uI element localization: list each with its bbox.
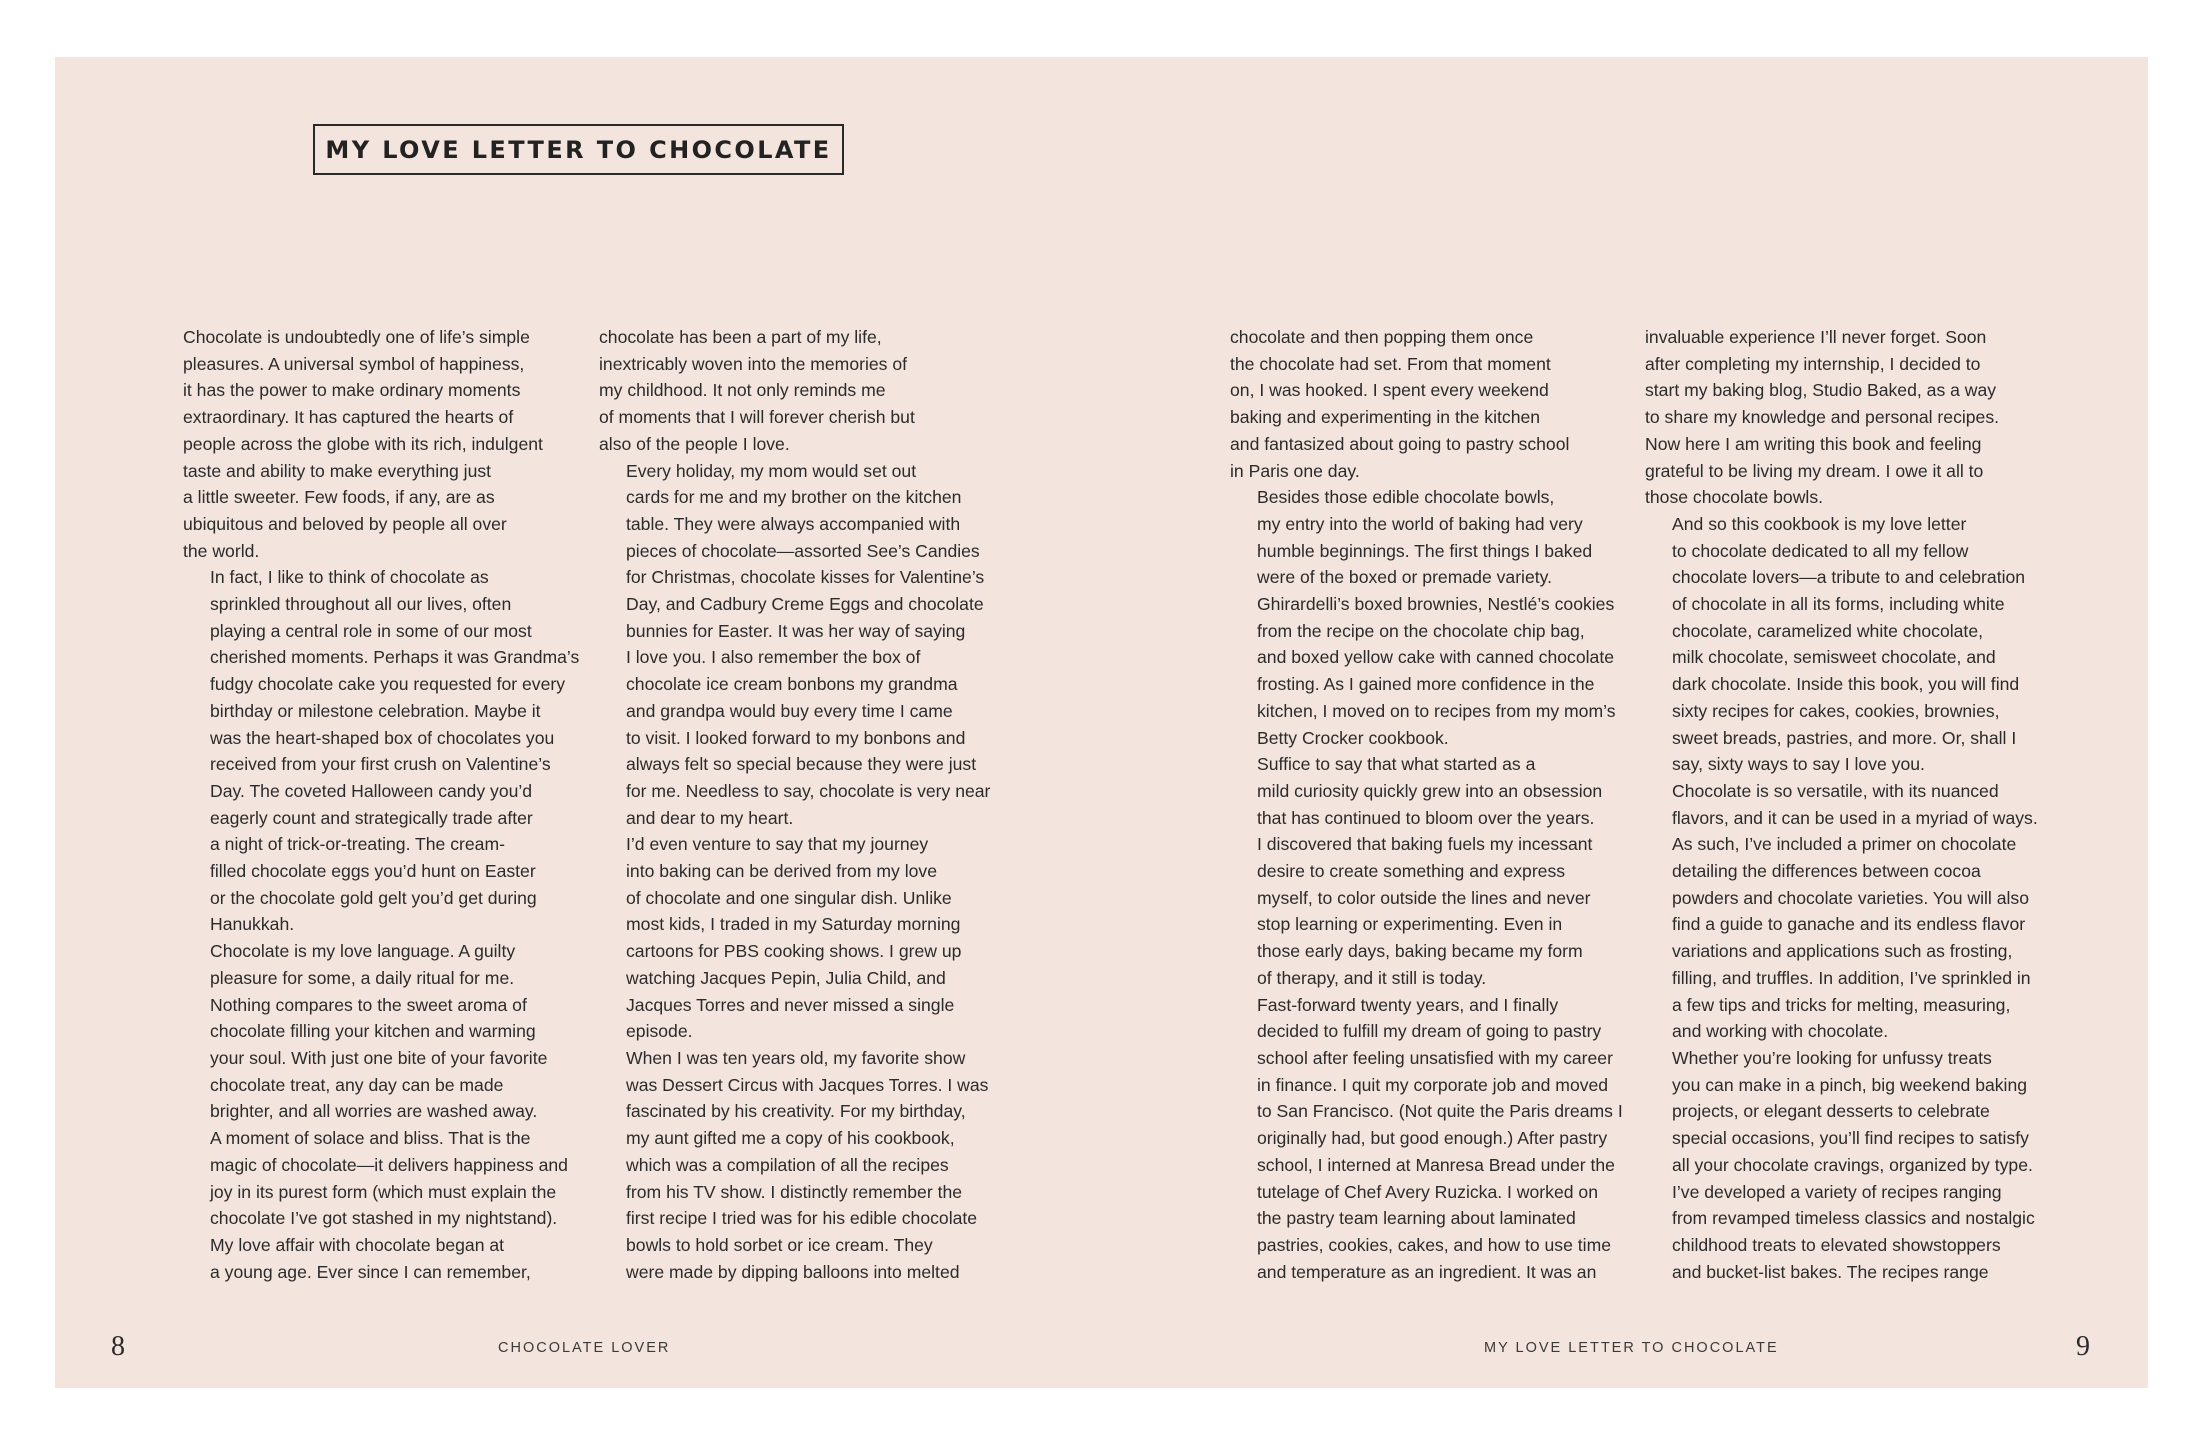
- text-line: Whether you’re looking for unfussy treats: [1672, 1047, 1992, 1068]
- text-line: say, sixty ways to say I love you.: [1672, 754, 1925, 775]
- text-line: I love you. I also remember the box of: [626, 647, 921, 668]
- text-line: received from your first crush on Valentine’s: [210, 754, 551, 775]
- text-line: all your chocolate cravings, organized by type.: [1672, 1154, 2033, 1175]
- paragraph: [599, 831, 1019, 1045]
- text-line: most kids, I traded in my Saturday morning: [626, 914, 961, 935]
- text-line: and grandpa would buy every time I came: [626, 700, 953, 721]
- text-line: Betty Crocker cookbook.: [1257, 727, 1449, 748]
- text-line: originally had, but good enough.) After pastry: [1257, 1128, 1608, 1149]
- text-line: Fast-forward twenty years, and I finally: [1257, 994, 1559, 1015]
- text-line: a little sweeter. Few foods, if any, are as: [183, 487, 495, 508]
- text-line: pastries, cookies, cakes, and how to use time: [1257, 1234, 1612, 1255]
- text-line: on, I was hooked. I spent every weekend: [1230, 380, 1549, 401]
- text-line: Hanukkah.: [210, 914, 295, 935]
- text-line: or the chocolate gold gelt you’d get during: [210, 887, 537, 908]
- text-line: chocolate filling your kitchen and warming: [210, 1021, 536, 1042]
- text-line: and boxed yellow cake with canned chocolate: [1257, 647, 1614, 668]
- text-line: bunnies for Easter. It was her way of saying: [626, 620, 966, 641]
- text-line: first recipe I tried was for his edible chocolate: [626, 1208, 978, 1229]
- text-line: sweet breads, pastries, and more. Or, shall I: [1672, 727, 2017, 748]
- paragraph: [1645, 511, 2065, 778]
- text-line: special occasions, you’ll find recipes to satisfy: [1672, 1128, 2029, 1149]
- text-line: pleasure for some, a daily ritual for me.: [210, 967, 515, 988]
- text-line: I’d even venture to say that my journey: [626, 834, 929, 855]
- text-line: detailing the differences between cocoa: [1672, 861, 1981, 882]
- text-line: In fact, I like to think of chocolate as: [210, 567, 489, 588]
- text-line: humble beginnings. The first things I baked: [1257, 540, 1593, 561]
- text-line: decided to fulfill my dream of going to pastry: [1257, 1021, 1602, 1042]
- text-line: school, I interned at Manresa Bread under the: [1257, 1154, 1615, 1175]
- text-line: grateful to be living my dream. I owe it all to: [1645, 460, 1984, 481]
- text-line: kitchen, I moved on to recipes from my mom’s: [1257, 700, 1616, 721]
- text-line: to chocolate dedicated to all my fellow: [1672, 540, 1969, 561]
- text-line: it has the power to make ordinary moments: [183, 380, 521, 401]
- text-line: pleasures. A universal symbol of happiness,: [183, 353, 525, 374]
- chapter-title: MY LOVE LETTER TO CHOCOLATE: [325, 135, 832, 164]
- text-line: Suffice to say that what started as a: [1257, 754, 1536, 775]
- text-line: also of the people I love.: [599, 433, 790, 454]
- text-line: tutelage of Chef Avery Ruzicka. I worked on: [1257, 1181, 1598, 1202]
- text-line: filling, and truffles. In addition, I’ve sprinkled in: [1672, 967, 2031, 988]
- text-line: from the recipe on the chocolate chip bag,: [1257, 620, 1585, 641]
- text-line: and fantasized about going to pastry school: [1230, 433, 1570, 454]
- text-line: and working with chocolate.: [1672, 1021, 1889, 1042]
- left-page-number: 8: [111, 1331, 125, 1362]
- text-line: Every holiday, my mom would set out: [626, 460, 917, 481]
- text-line: after completing my internship, I decided to: [1645, 353, 1981, 374]
- paragraph: [599, 458, 1019, 832]
- text-line: birthday or milestone celebration. Maybe it: [210, 700, 541, 721]
- text-line: for me. Needless to say, chocolate is very near: [626, 780, 991, 801]
- text-line: chocolate I’ve got stashed in my nightstand).: [210, 1208, 558, 1229]
- text-line: milk chocolate, semisweet chocolate, and: [1672, 647, 1996, 668]
- text-line: fascinated by his creativity. For my birthday,: [626, 1101, 966, 1122]
- text-line: of chocolate in all its forms, including white: [1672, 594, 2005, 615]
- paragraph: [599, 1045, 1019, 1285]
- text-line: my childhood. It not only reminds me: [599, 380, 886, 401]
- text-line: flavors, and it can be used in a myriad of ways.: [1672, 807, 2038, 828]
- text-line: brighter, and all worries are washed away.: [210, 1101, 538, 1122]
- text-line: A moment of solace and bliss. That is the: [210, 1128, 531, 1149]
- text-line: cherished moments. Perhaps it was Grandma’s: [210, 647, 580, 668]
- text-line: school after feeling unsatisfied with my career: [1257, 1047, 1613, 1068]
- text-line: start my baking blog, Studio Baked, as a way: [1645, 380, 1997, 401]
- text-line: were of the boxed or premade variety.: [1257, 567, 1553, 588]
- text-line: which was a compilation of all the recipes: [626, 1154, 949, 1175]
- text-line: extraordinary. It has captured the hearts of: [183, 407, 514, 428]
- text-line: the pastry team learning about laminated: [1257, 1208, 1576, 1229]
- text-line: Besides those edible chocolate bowls,: [1257, 487, 1555, 508]
- text-line: a night of trick-or-treating. The cream-: [210, 834, 505, 855]
- text-line: invaluable experience I’ll never forget. Soon: [1645, 327, 1987, 347]
- text-line: sixty recipes for cakes, cookies, brownies,: [1672, 700, 2000, 721]
- paragraph: [1645, 1045, 2065, 1285]
- right-running-head: MY LOVE LETTER TO CHOCOLATE: [1484, 1340, 1779, 1356]
- text-line: filled chocolate eggs you’d hunt on Easter: [210, 861, 536, 882]
- text-line: Day, and Cadbury Creme Eggs and chocolate: [626, 594, 984, 615]
- text-line: chocolate lovers—a tribute to and celebration: [1672, 567, 2026, 588]
- right-page-number: 9: [2076, 1331, 2090, 1362]
- text-line: playing a central role in some of our most: [210, 620, 532, 641]
- text-line: childhood treats to elevated showstoppers: [1672, 1234, 2001, 1255]
- text-line: Jacques Torres and never missed a single: [626, 994, 955, 1015]
- text-line: bowls to hold sorbet or ice cream. They: [626, 1234, 933, 1255]
- text-line: a few tips and tricks for melting, measuring,: [1672, 994, 2011, 1015]
- paragraph: [599, 324, 1019, 458]
- text-line: the chocolate had set. From that moment: [1230, 353, 1551, 374]
- text-line: taste and ability to make everything just: [183, 460, 492, 481]
- text-line: ubiquitous and beloved by people all over: [183, 513, 507, 534]
- text-line: that has continued to bloom over the years.: [1257, 807, 1595, 828]
- text-column-2: [599, 324, 1019, 1285]
- text-line: watching Jacques Pepin, Julia Child, and: [626, 967, 946, 988]
- text-column-1: [183, 324, 603, 1285]
- paragraph: [1645, 324, 2065, 511]
- paragraph: [1230, 751, 1650, 991]
- text-line: into baking can be derived from my love: [626, 861, 937, 882]
- text-line: and temperature as an ingredient. It was an: [1257, 1261, 1597, 1282]
- text-line: chocolate treat, any day can be made: [210, 1074, 504, 1095]
- text-line: from revamped timeless classics and nostalgic: [1672, 1208, 2035, 1229]
- text-line: you can make in a pinch, big weekend baking: [1672, 1074, 2028, 1095]
- left-running-head: CHOCOLATE LOVER: [498, 1340, 671, 1356]
- paragraph: [183, 1232, 603, 1285]
- text-line: variations and applications such as frosting,: [1672, 941, 2013, 962]
- text-line: powders and chocolate varieties. You will also: [1672, 887, 2029, 908]
- text-line: were made by dipping balloons into melted: [626, 1261, 960, 1282]
- text-line: in Paris one day.: [1230, 460, 1360, 481]
- text-line: always felt so special because they were just: [626, 754, 977, 775]
- text-line: chocolate and then popping them once: [1230, 327, 1534, 347]
- text-line: table. They were always accompanied with: [626, 513, 961, 534]
- text-line: magic of chocolate—it delivers happiness and: [210, 1154, 568, 1175]
- text-line: episode.: [626, 1021, 693, 1042]
- text-line: and bucket-list bakes. The recipes range: [1672, 1261, 1989, 1282]
- text-line: Chocolate is my love language. A guilty: [210, 941, 516, 962]
- text-line: my aunt gifted me a copy of his cookbook,: [626, 1128, 955, 1149]
- paragraph: [1645, 778, 2065, 1045]
- text-line: and dear to my heart.: [626, 807, 794, 828]
- text-line: And so this cookbook is my love letter: [1672, 513, 1967, 534]
- paragraph: [1230, 992, 1650, 1286]
- text-line: sprinkled throughout all our lives, often: [210, 594, 512, 615]
- text-line: to share my knowledge and personal recipes.: [1645, 407, 2000, 428]
- text-line: dark chocolate. Inside this book, you will find: [1672, 674, 2020, 695]
- text-line: for Christmas, chocolate kisses for Valentine’s: [626, 567, 985, 588]
- text-line: I’ve developed a variety of recipes ranging: [1672, 1181, 2002, 1202]
- paragraph: [183, 564, 603, 938]
- text-line: those early days, baking became my form: [1257, 941, 1583, 962]
- paragraph: [183, 324, 603, 564]
- text-line: Ghirardelli’s boxed brownies, Nestlé’s cookies: [1257, 594, 1615, 615]
- text-line: people across the globe with its rich, indulgent: [183, 433, 543, 454]
- text-line: of chocolate and one singular dish. Unlike: [626, 887, 952, 908]
- text-line: Now here I am writing this book and feeling: [1645, 433, 1982, 454]
- text-line: to San Francisco. (Not quite the Paris dreams I: [1257, 1101, 1623, 1122]
- text-line: your soul. With just one bite of your favorite: [210, 1047, 548, 1068]
- text-line: was Dessert Circus with Jacques Torres. I was: [626, 1074, 989, 1095]
- text-line: eagerly count and strategically trade after: [210, 807, 533, 828]
- text-line: of therapy, and it still is today.: [1257, 967, 1487, 988]
- text-line: to visit. I looked forward to my bonbons and: [626, 727, 966, 748]
- text-line: My love affair with chocolate began at: [210, 1234, 505, 1255]
- text-line: I discovered that baking fuels my incessant: [1257, 834, 1593, 855]
- paragraph: [183, 938, 603, 1232]
- text-line: fudgy chocolate cake you requested for every: [210, 674, 566, 695]
- chapter-title-box: [313, 124, 844, 175]
- text-line: As such, I’ve included a primer on chocolate: [1672, 834, 2017, 855]
- text-line: of moments that I will forever cherish but: [599, 407, 915, 428]
- paragraph: [1230, 324, 1650, 484]
- text-line: in finance. I quit my corporate job and moved: [1257, 1074, 1609, 1095]
- text-line: cards for me and my brother on the kitchen: [626, 487, 962, 508]
- text-line: the world.: [183, 540, 260, 561]
- text-line: joy in its purest form (which must explain the: [210, 1181, 557, 1202]
- text-line: stop learning or experimenting. Even in: [1257, 914, 1563, 935]
- text-column-3: [1230, 324, 1650, 1285]
- text-line: cartoons for PBS cooking shows. I grew up: [626, 941, 962, 962]
- text-line: from his TV show. I distinctly remember the: [626, 1181, 963, 1202]
- text-line: Chocolate is so versatile, with its nuanced: [1672, 780, 1999, 801]
- text-line: chocolate ice cream bonbons my grandma: [626, 674, 958, 695]
- text-line: baking and experimenting in the kitchen: [1230, 407, 1541, 428]
- paragraph: [1230, 484, 1650, 751]
- text-line: myself, to color outside the lines and never: [1257, 887, 1591, 908]
- text-line: a young age. Ever since I can remember,: [210, 1261, 531, 1282]
- text-line: projects, or elegant desserts to celebrate: [1672, 1101, 1990, 1122]
- text-line: desire to create something and express: [1257, 861, 1566, 882]
- text-column-4: [1645, 324, 2065, 1285]
- text-line: find a guide to ganache and its endless flavor: [1672, 914, 2026, 935]
- text-line: those chocolate bowls.: [1645, 487, 1823, 508]
- text-line: inextricably woven into the memories of: [599, 353, 908, 374]
- text-line: Day. The coveted Halloween candy you’d: [210, 780, 533, 801]
- text-line: chocolate has been a part of my life,: [599, 327, 882, 347]
- text-line: chocolate, caramelized white chocolate,: [1672, 620, 1983, 641]
- text-line: was the heart-shaped box of chocolates you: [210, 727, 555, 748]
- book-spread: [55, 57, 2148, 1388]
- text-line: my entry into the world of baking had very: [1257, 513, 1583, 534]
- text-line: When I was ten years old, my favorite show: [626, 1047, 966, 1068]
- text-line: Nothing compares to the sweet aroma of: [210, 994, 527, 1015]
- text-line: frosting. As I gained more confidence in the: [1257, 674, 1595, 695]
- text-line: pieces of chocolate—assorted See’s Candies: [626, 540, 980, 561]
- text-line: Chocolate is undoubtedly one of life’s simple: [183, 327, 530, 347]
- text-line: mild curiosity quickly grew into an obsession: [1257, 780, 1603, 801]
